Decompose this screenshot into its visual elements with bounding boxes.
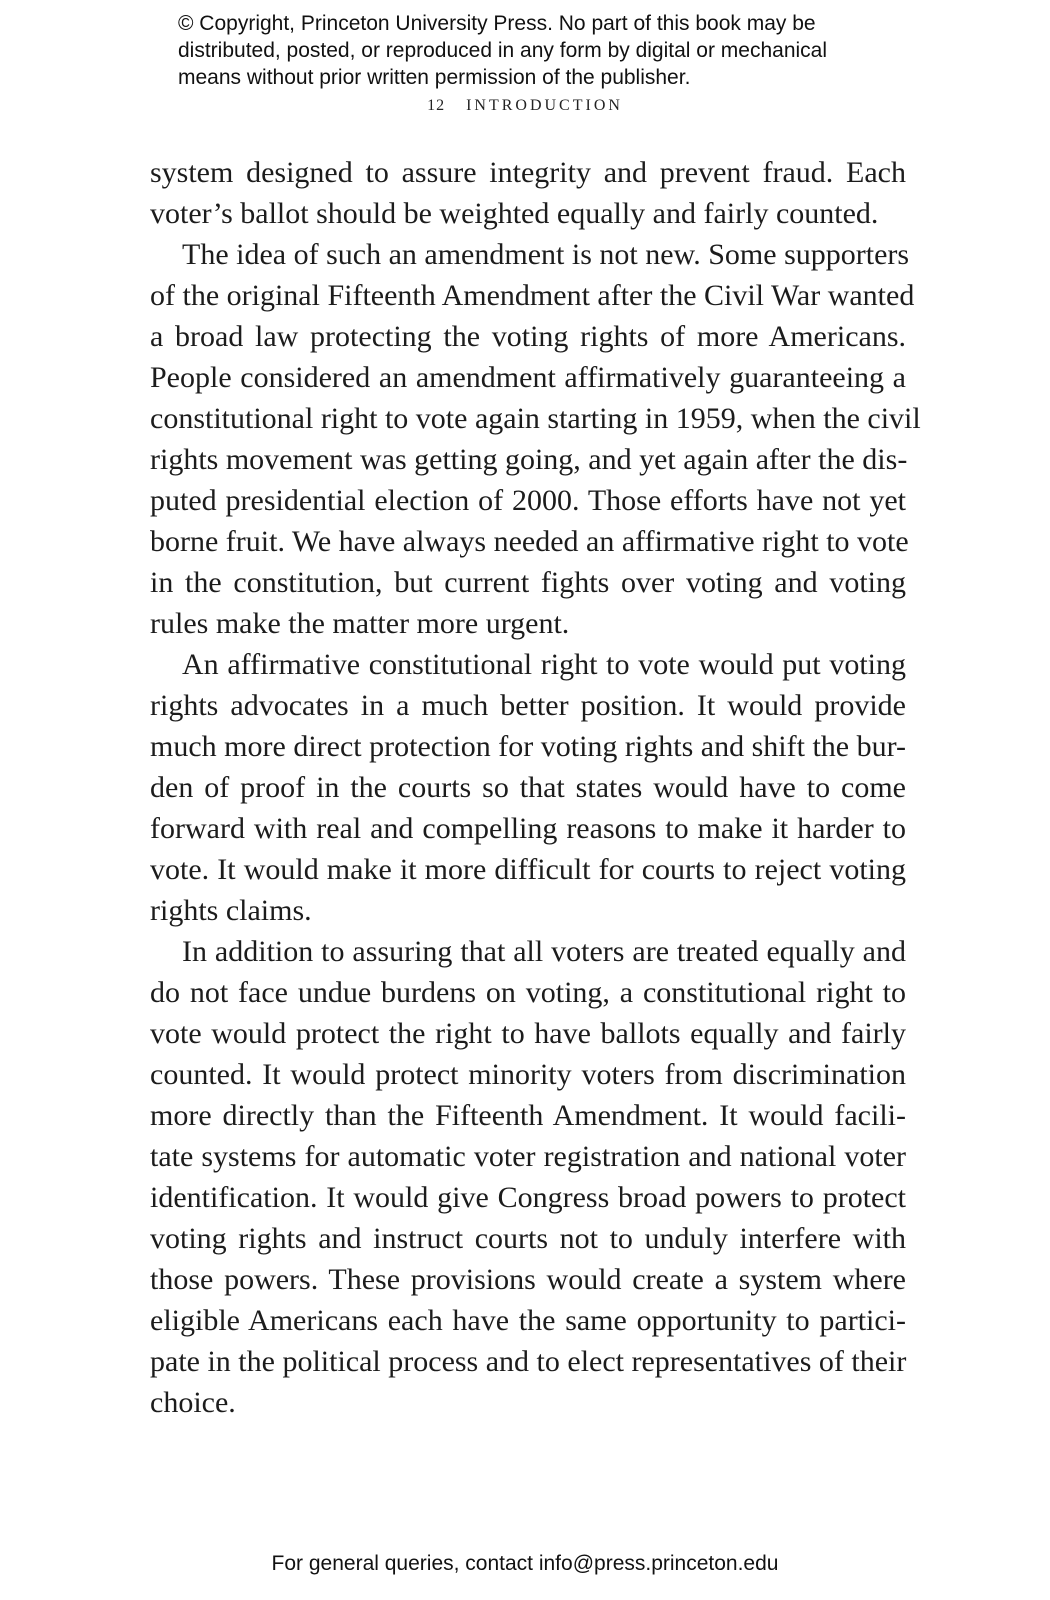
text-line: den of proof in the courts so that states would have to come [150, 771, 906, 804]
text-line: tate systems for automatic voter registration and national voter [150, 1140, 906, 1173]
text-line: In addition to assuring that all voters are treated equally and [182, 935, 906, 968]
text-line: those powers. These provisions would create a system where [150, 1263, 906, 1296]
text-line: do not face undue burdens on voting, a constitutional right to [150, 976, 906, 1009]
text-line: The idea of such an amendment is not new. Some supporters [182, 238, 910, 271]
copyright-line: means without prior written permission of the publisher. [178, 66, 691, 89]
page-number: 12 [427, 97, 446, 114]
text-line: of the original Fifteenth Amendment after the Civil War wanted [150, 279, 915, 312]
text-line: vote. It would make it more difficult for courts to reject voting [150, 853, 906, 886]
text-line: more directly than the Fifteenth Amendment. It would facili- [150, 1099, 906, 1132]
body-text [150, 152, 921, 1423]
text-line: identification. It would give Congress broad powers to protect [150, 1181, 906, 1214]
text-line: much more direct protection for voting rights and shift the bur- [150, 730, 906, 763]
text-line: People considered an amendment affirmatively guaranteeing a [150, 361, 906, 394]
text-line: rights claims. [150, 894, 312, 927]
text-line: system designed to assure integrity and prevent fraud. Each [150, 156, 906, 189]
text-line: counted. It would protect minority voters from discrimination [150, 1058, 906, 1091]
text-line: pate in the political process and to elect representatives of their [150, 1345, 907, 1378]
section-title: INTRODUCTION [466, 97, 623, 114]
text-line: constitutional right to vote again starting in 1959, when the civil [150, 402, 921, 435]
text-line: choice. [150, 1386, 236, 1419]
paragraph [150, 234, 921, 644]
text-line: An affirmative constitutional right to vote would put voting [182, 648, 906, 681]
running-head [0, 97, 1050, 115]
paragraph [150, 152, 906, 234]
text-line: rights advocates in a much better position. It would provide [150, 689, 906, 722]
text-line: voting rights and instruct courts not to unduly interfere with [150, 1222, 906, 1255]
text-line: in the constitution, but current fights over voting and voting [150, 566, 906, 599]
text-line: rules make the matter more urgent. [150, 607, 570, 640]
copyright-notice [178, 10, 898, 91]
text-line: vote would protect the right to have ballots equally and fairly [150, 1017, 906, 1050]
text-line: voter’s ballot should be weighted equally and fairly counted. [150, 197, 879, 230]
text-line: borne fruit. We have always needed an affirmative right to vote [150, 525, 909, 558]
copyright-line: © Copyright, Princeton University Press. No part of this book may be [178, 12, 816, 35]
text-line: puted presidential election of 2000. Those efforts have not yet [150, 484, 906, 517]
paragraph [150, 931, 906, 1423]
paragraph [150, 644, 906, 931]
footer-contact: For general queries, contact info@press.princeton.edu [271, 1552, 779, 1575]
text-line: a broad law protecting the voting rights of more Americans. [150, 320, 906, 353]
text-line: forward with real and compelling reasons to make it harder to [150, 812, 906, 845]
copyright-line: distributed, posted, or reproduced in any form by digital or mechanical [178, 39, 828, 62]
text-line: rights movement was getting going, and yet again after the dis- [150, 443, 908, 476]
text-line: eligible Americans each have the same opportunity to partici- [150, 1304, 906, 1337]
